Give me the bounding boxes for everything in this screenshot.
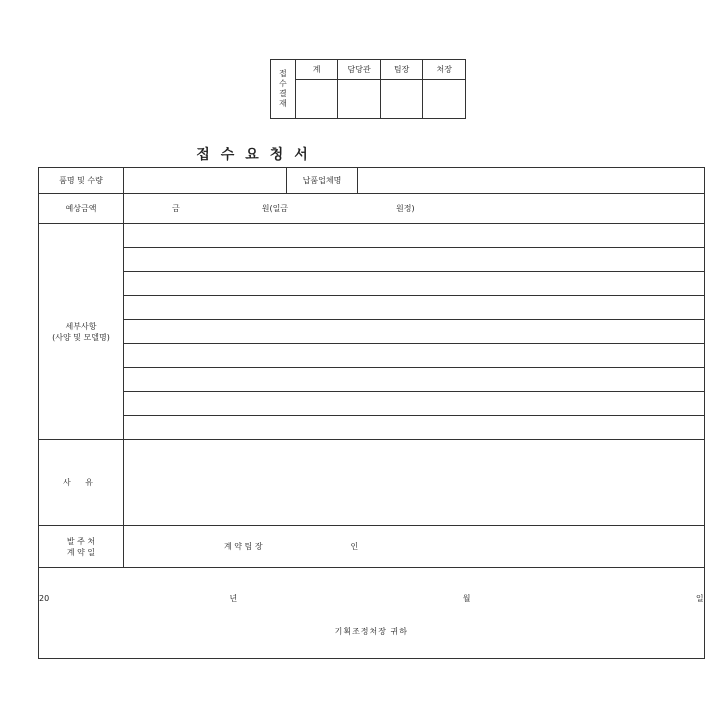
approval-col-officer: 담당관 [338,60,381,80]
contract-sign-field[interactable] [124,526,705,568]
approval-sign-gye[interactable] [295,80,338,119]
details-line[interactable] [124,296,705,320]
approval-sign-officer[interactable] [338,80,381,119]
details-line[interactable] [124,320,705,344]
details-line[interactable] [124,224,705,248]
orderer-label: 발 주 처 계 약 일 [39,526,124,568]
details-line[interactable] [124,368,705,392]
approval-side-label: 접 수 결 재 [271,60,296,119]
details-line[interactable] [124,344,705,368]
amount-won-text: 원(일금 [261,204,289,213]
reason-label: 사 유 [39,440,124,526]
approval-sign-team-lead[interactable] [380,80,423,119]
page-title: 접수요청서 [196,147,319,163]
item-quantity-field[interactable] [124,168,287,194]
approval-col-director: 처장 [423,60,466,80]
date-addressee-cell [39,568,705,659]
approval-box [270,59,466,119]
request-form-table [38,167,705,659]
details-line[interactable] [124,248,705,272]
supplier-label: 납품업체명 [287,168,358,194]
item-quantity-label: 품명 및 수량 [39,168,124,194]
supplier-field[interactable] [358,168,705,194]
details-label: 세부사항 (사양 및 모델명) [39,224,124,440]
details-line[interactable] [124,272,705,296]
approval-col-gye: 계 [295,60,338,80]
date-line: 20 년 월 일 [39,594,704,603]
estimate-field[interactable] [124,194,705,224]
amount-suffix: 원정) [396,204,415,213]
addressee: 기획조정처장 귀하 [334,627,408,636]
estimate-label: 예상금액 [39,194,124,224]
reason-field[interactable] [124,440,705,526]
seal-label: 인 [350,542,359,551]
approval-sign-director[interactable] [423,80,466,119]
amount-prefix: 금 [172,204,180,213]
contract-manager-label: 계 약 팀 장 [224,542,263,551]
details-line[interactable] [124,416,705,440]
approval-col-team-lead: 팀장 [380,60,423,80]
details-line[interactable] [124,392,705,416]
